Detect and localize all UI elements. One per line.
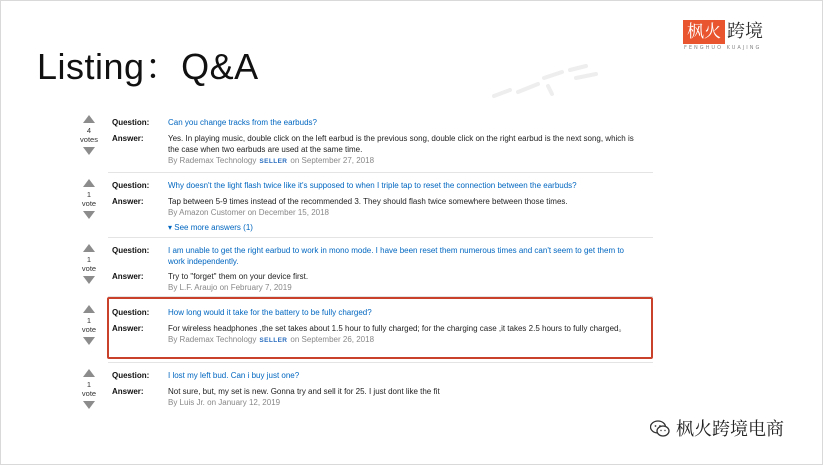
watermark-text: 枫火跨境电商 [676,419,784,440]
brand-logo [683,20,783,52]
author-name[interactable]: By Amazon Customer [168,208,246,217]
answer-date: on February 7, 2019 [219,283,292,292]
downvote-icon[interactable] [83,211,95,219]
vote-count: 1 [86,380,92,389]
logo-badge: 枫火 [683,20,725,44]
question-label: Question: [112,308,150,317]
divider [108,172,653,173]
author-name[interactable]: By Rademax Technology [168,156,257,165]
wechat-watermark [650,418,810,442]
wechat-icon [650,420,670,438]
answer-date: on January 12, 2019 [207,398,281,407]
answer-label: Answer: [112,197,144,206]
downvote-icon[interactable] [83,337,95,345]
downvote-icon[interactable] [83,147,95,155]
vote-label: vote [81,325,97,334]
question-label: Question: [112,246,150,255]
answer-text: Try to "forget" them on your device first. [168,272,309,281]
decorative-strokes-icon [488,64,608,104]
vote-count: 1 [86,255,92,264]
upvote-icon[interactable] [83,369,95,377]
upvote-icon[interactable] [83,305,95,313]
vote-count: 1 [86,190,92,199]
upvote-icon[interactable] [83,244,95,252]
answer-text: Tap between 5-9 times instead of the recommended 3. They should flash twice somewhere between those times. [168,197,568,206]
seller-badge: SELLER [259,337,288,344]
upvote-icon[interactable] [83,115,95,123]
downvote-icon[interactable] [83,276,95,284]
vote-label: vote [81,389,97,398]
author-name[interactable]: By L.F. Araujo [168,283,218,292]
answer-text: Yes. In playing music, double click on the left earbud is the previous song, double click on the right earbud is the next song, which is the case when two earbuds are used at the same time. [168,134,634,154]
answer-byline [168,282,638,293]
author-name[interactable]: By Rademax Technology [168,335,257,344]
vote-widget [76,179,102,219]
answer-byline [168,397,638,408]
vote-label: vote [81,199,97,208]
question-link[interactable]: How long would it take for the battery to be fully charged? [168,308,372,317]
answer-label: Answer: [112,387,144,396]
author-name[interactable]: By Luis Jr. [168,398,205,407]
answer-label: Answer: [112,272,144,281]
answer-byline [168,207,638,218]
vote-widget [76,305,102,345]
answer-byline [168,334,638,346]
answer-text: For wireless headphones ,the set takes about 1.5 hour to fully charged; for the charging case ,it takes 2.5 hours to fully charged。 [168,324,627,333]
logo-subtitle: FENGHUO KUAJING [684,45,762,51]
question-link[interactable]: I lost my left bud. Can i buy just one? [168,371,300,380]
question-label: Question: [112,181,150,190]
vote-count: 4 [86,126,92,135]
vote-count: 1 [86,316,92,325]
divider [108,362,653,363]
answer-label: Answer: [112,324,144,333]
answer-label: Answer: [112,134,144,143]
logo-text: 跨境 [727,21,763,42]
question-label: Question: [112,118,150,127]
answer-byline [168,155,638,167]
question-link[interactable]: Why doesn't the light flash twice like it's supposed to when I triple tap to reset the connection between the earbuds? [168,181,577,190]
answer-date: on September 26, 2018 [290,335,375,344]
upvote-icon[interactable] [83,179,95,187]
answer-text: Not sure, but, my set is new. Gonna try and sell it for 25. I just dont like the fit [168,387,440,396]
answer-date: on December 15, 2018 [247,208,329,217]
vote-widget [76,244,102,284]
vote-label: votes [80,135,98,144]
question-label: Question: [112,371,150,380]
vote-widget [76,369,102,409]
question-link[interactable]: I am unable to get the right earbud to work in mono mode. I have been reset them numerous times and can't seem to get them to work independently. [168,246,625,266]
vote-label: vote [81,264,97,273]
vote-widget [76,115,102,155]
seller-badge: SELLER [259,158,288,165]
see-more-answers-link[interactable]: ▾ See more answers (1) [168,223,253,232]
divider [108,237,653,238]
downvote-icon[interactable] [83,401,95,409]
slide-title: Listing：Q&A [37,46,259,87]
answer-date: on September 27, 2018 [290,156,375,165]
question-link[interactable]: Can you change tracks from the earbuds? [168,118,317,127]
